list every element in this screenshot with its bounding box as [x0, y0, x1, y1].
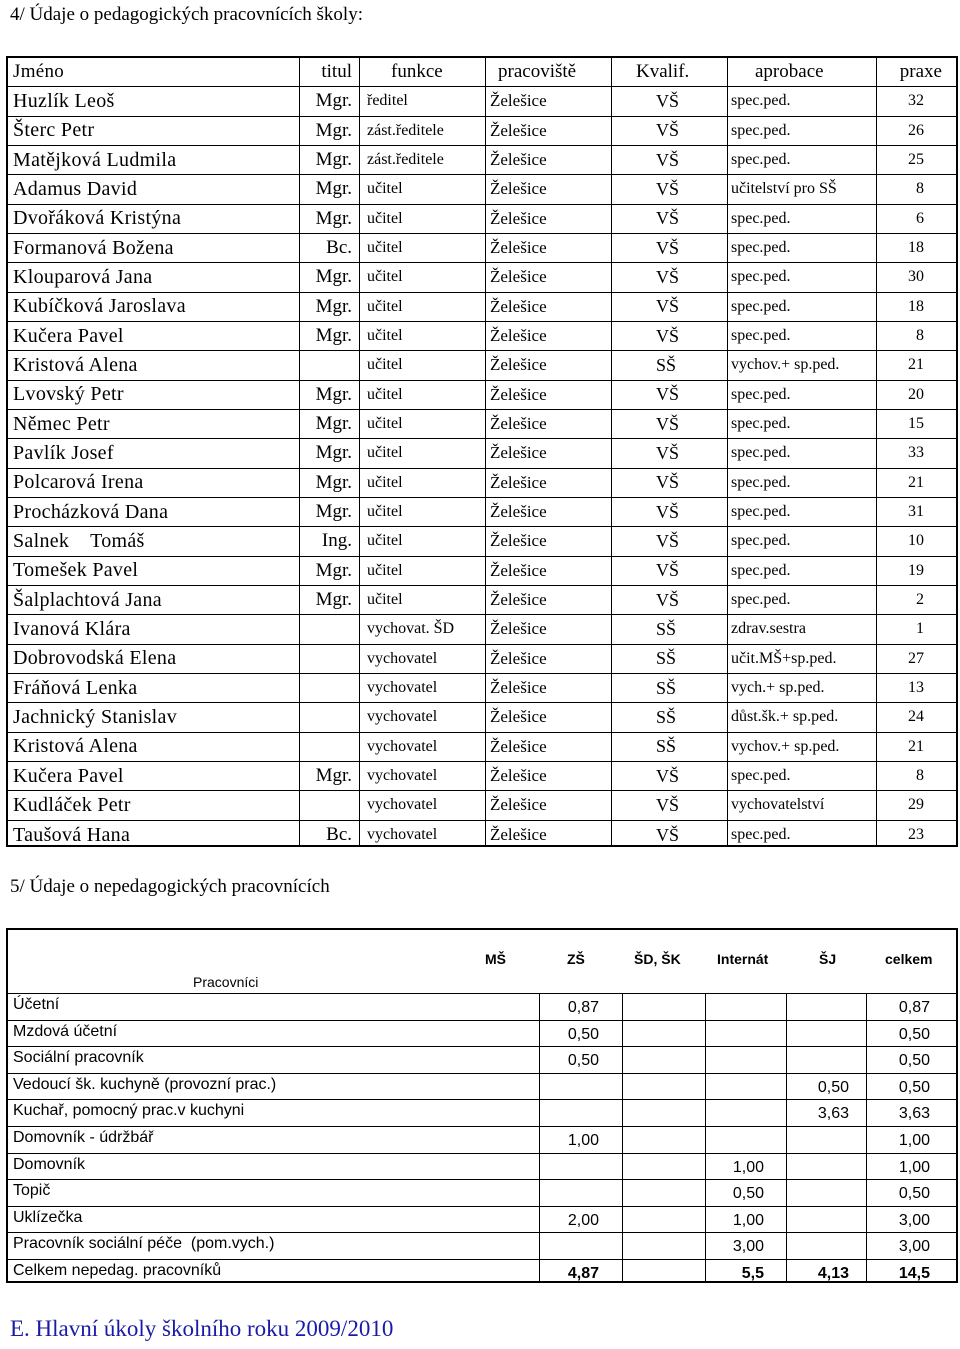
staff-cell-aprobace: spec.ped.	[731, 151, 791, 169]
staff-cell-kvalif: VŠ	[656, 442, 680, 463]
staff-cell-name: Klouparová Jana	[13, 265, 153, 288]
staff-cell-titul: Bc.	[326, 237, 352, 259]
header-kvalif: Kvalif.	[636, 61, 690, 83]
nonped-row	[8, 1233, 956, 1260]
nonped-cell-zs: 0,87	[567, 999, 599, 1016]
nonped-cell-celkem: 0,50	[898, 1052, 930, 1070]
staff-cell-titul: Mgr.	[315, 266, 352, 288]
staff-cell-praxe: 2	[916, 591, 924, 609]
nonped-cell-zs: 0,50	[567, 1052, 599, 1070]
staff-cell-aprobace: spec.ped.	[731, 767, 791, 785]
staff-cell-name: Šterc Petr	[13, 119, 95, 142]
staff-cell-praxe: 8	[916, 327, 924, 345]
staff-row	[8, 674, 956, 703]
staff-row	[8, 322, 956, 351]
nonped-cell-celkem: 0,50	[898, 1078, 930, 1096]
header-sj: ŠJ	[819, 951, 837, 967]
staff-row	[8, 762, 956, 791]
staff-cell-pracoviste: Želešice	[490, 208, 547, 228]
staff-cell-funkce: vychovatel	[367, 796, 438, 814]
staff-cell-pracoviste: Želešice	[490, 825, 547, 845]
staff-cell-praxe: 8	[916, 180, 924, 198]
nonped-cell-zs: 2,00	[567, 1211, 599, 1229]
nonped-cell-internat: 1,00	[732, 1211, 764, 1229]
nonped-row	[8, 1207, 956, 1234]
staff-cell-praxe: 19	[908, 561, 924, 579]
staff-cell-funkce: ředitel	[367, 92, 408, 110]
staff-cell-kvalif: SŠ	[656, 648, 677, 669]
staff-cell-funkce: učitel	[367, 444, 403, 462]
nonped-label: Účetní	[13, 996, 60, 1013]
nonped-cell-sj: 0,50	[817, 1078, 849, 1096]
nonped-cell-celkem: 1,00	[898, 1158, 930, 1176]
nonped-row	[8, 1127, 956, 1154]
staff-cell-aprobace: spec.ped.	[731, 532, 791, 550]
staff-cell-aprobace: vychov.+ sp.ped.	[731, 737, 840, 755]
staff-cell-aprobace: zdrav.sestra	[731, 620, 806, 638]
staff-cell-kvalif: VŠ	[656, 589, 680, 610]
staff-cell-aprobace: spec.ped.	[731, 121, 791, 139]
staff-cell-funkce: učitel	[367, 180, 403, 198]
staff-cell-aprobace: spec.ped.	[731, 826, 791, 844]
staff-cell-titul: Mgr.	[315, 149, 352, 171]
staff-cell-funkce: vychovatel	[367, 767, 438, 785]
header-titul: titul	[321, 61, 352, 83]
staff-cell-kvalif: SŠ	[656, 618, 677, 639]
staff-cell-funkce: učitel	[367, 415, 403, 433]
staff-cell-name: Kudláček Petr	[13, 793, 131, 816]
staff-cell-funkce: zást.ředitele	[367, 121, 444, 139]
staff-cell-titul: Mgr.	[315, 383, 352, 405]
staff-cell-pracoviste: Želešice	[490, 443, 547, 463]
staff-cell-kvalif: VŠ	[656, 765, 680, 786]
nonped-cell-celkem: 0,50	[898, 1025, 930, 1043]
staff-cell-praxe: 21	[908, 356, 924, 374]
staff-cell-praxe: 13	[908, 679, 924, 697]
staff-cell-titul: Mgr.	[315, 765, 352, 787]
staff-cell-aprobace: spec.ped.	[731, 591, 791, 609]
staff-cell-pracoviste: Želešice	[490, 120, 547, 140]
staff-cell-aprobace: učit.MŠ+sp.ped.	[731, 649, 837, 667]
header-zs: ZŠ	[567, 951, 585, 967]
staff-cell-kvalif: VŠ	[656, 325, 680, 346]
staff-cell-titul: Mgr.	[315, 325, 352, 347]
staff-cell-kvalif: VŠ	[656, 208, 680, 229]
staff-cell-kvalif: VŠ	[656, 530, 680, 551]
staff-cell-pracoviste: Želešice	[490, 736, 547, 756]
pedagogical-staff-table	[6, 56, 958, 847]
nonped-cell-internat: 5,5	[741, 1265, 764, 1282]
staff-row	[8, 645, 956, 674]
staff-cell-name: Lvovský Petr	[13, 383, 124, 406]
staff-cell-name: Matějková Ludmila	[13, 148, 177, 171]
staff-row	[8, 146, 956, 175]
staff-row	[8, 351, 956, 380]
staff-cell-pracoviste: Želešice	[490, 502, 547, 522]
nonped-cell-internat: 1,00	[732, 1158, 764, 1176]
staff-cell-name: Polcarová Irena	[13, 471, 144, 494]
section-4-title: 4/ Údaje o pedagogických pracovnících školy:	[10, 4, 363, 25]
nonped-row	[8, 1021, 956, 1048]
staff-cell-kvalif: VŠ	[656, 413, 680, 434]
staff-row	[8, 234, 956, 263]
staff-cell-kvalif: VŠ	[656, 90, 680, 111]
nonped-label: Domovník	[13, 1155, 86, 1173]
staff-cell-kvalif: VŠ	[656, 794, 680, 815]
nonped-label: Pracovník sociální péče (pom.vych.)	[13, 1235, 275, 1253]
staff-cell-aprobace: spec.ped.	[731, 473, 791, 491]
staff-cell-name: Fráňová Lenka	[13, 676, 138, 699]
staff-cell-praxe: 26	[908, 121, 924, 139]
nonped-row	[8, 994, 956, 1021]
staff-cell-praxe: 15	[908, 415, 924, 433]
staff-cell-funkce: vychovatel	[367, 737, 438, 755]
staff-row	[8, 381, 956, 410]
staff-cell-funkce: zást.ředitele	[367, 151, 444, 169]
staff-cell-aprobace: spec.ped.	[731, 327, 791, 345]
staff-cell-praxe: 20	[908, 385, 924, 403]
staff-row	[8, 117, 956, 146]
staff-cell-titul: Mgr.	[315, 559, 352, 581]
staff-cell-name: Procházková Dana	[13, 500, 169, 523]
nonped-cell-internat: 3,00	[732, 1238, 764, 1256]
staff-header-row	[8, 58, 956, 87]
staff-cell-kvalif: SŠ	[656, 677, 677, 698]
nonped-row	[8, 1154, 956, 1181]
staff-cell-titul: Mgr.	[315, 207, 352, 229]
staff-cell-pracoviste: Želešice	[490, 326, 547, 346]
staff-cell-name: Salnek Tomáš	[13, 529, 145, 552]
staff-cell-funkce: vychovatel	[367, 649, 438, 667]
staff-cell-aprobace: spec.ped.	[731, 561, 791, 579]
staff-cell-aprobace: spec.ped.	[731, 268, 791, 286]
staff-cell-pracoviste: Želešice	[490, 238, 547, 258]
staff-cell-pracoviste: Želešice	[490, 766, 547, 786]
staff-cell-funkce: učitel	[367, 591, 403, 609]
staff-cell-pracoviste: Želešice	[490, 648, 547, 668]
staff-cell-name: Němec Petr	[13, 412, 110, 435]
staff-cell-kvalif: VŠ	[656, 472, 680, 493]
staff-cell-funkce: učitel	[367, 473, 403, 491]
staff-cell-kvalif: VŠ	[656, 266, 680, 287]
staff-cell-praxe: 6	[916, 209, 924, 227]
staff-cell-aprobace: spec.ped.	[731, 297, 791, 315]
staff-cell-praxe: 29	[908, 796, 924, 814]
staff-cell-kvalif: VŠ	[656, 384, 680, 405]
staff-cell-praxe: 8	[916, 767, 924, 785]
staff-cell-name: Formanová Božena	[13, 236, 174, 259]
section-5-title: 5/ Údaje o nepedagogických pracovnících	[10, 876, 330, 897]
staff-cell-titul: Mgr.	[315, 90, 352, 112]
nonped-cell-zs: 0,50	[567, 1025, 599, 1043]
staff-cell-name: Kučera Pavel	[13, 324, 124, 347]
nonped-cell-celkem: 14,5	[898, 1265, 930, 1282]
staff-cell-praxe: 25	[908, 151, 924, 169]
staff-cell-praxe: 21	[908, 737, 924, 755]
staff-cell-pracoviste: Želešice	[490, 472, 547, 492]
staff-cell-pracoviste: Želešice	[490, 590, 547, 610]
staff-cell-praxe: 1	[916, 620, 924, 638]
staff-cell-praxe: 32	[908, 92, 924, 110]
staff-cell-titul: Ing.	[321, 530, 352, 552]
staff-cell-kvalif: VŠ	[656, 237, 680, 258]
staff-cell-name: Kubíčková Jaroslava	[13, 295, 186, 318]
nonped-cell-zs: 1,00	[567, 1132, 599, 1149]
staff-cell-titul: Mgr.	[315, 178, 352, 200]
staff-cell-name: Dobrovodská Elena	[13, 647, 177, 670]
staff-cell-titul: Mgr.	[315, 442, 352, 464]
header-internat: Internát	[717, 951, 769, 967]
staff-cell-praxe: 33	[908, 444, 924, 462]
staff-cell-aprobace: učitelství pro SŠ	[731, 180, 837, 198]
staff-cell-pracoviste: Želešice	[490, 531, 547, 551]
staff-cell-funkce: vychovat. ŠD	[367, 620, 455, 638]
nonped-label: Vedoucí šk. kuchyně (provozní prac.)	[13, 1075, 277, 1093]
staff-cell-name: Ivanová Klára	[13, 617, 131, 640]
staff-cell-funkce: učitel	[367, 239, 403, 257]
nonped-row	[8, 1100, 956, 1127]
staff-cell-pracoviste: Želešice	[490, 91, 547, 111]
staff-cell-kvalif: VŠ	[656, 149, 680, 170]
staff-row	[8, 615, 956, 644]
staff-cell-name: Dvořáková Kristýna	[13, 207, 182, 230]
staff-row	[8, 703, 956, 732]
header-pracoviste: pracoviště	[498, 61, 577, 83]
staff-row	[8, 557, 956, 586]
header-aprobace: aprobace	[755, 61, 824, 83]
staff-row	[8, 410, 956, 439]
staff-cell-name: Huzlík Leoš	[13, 89, 115, 112]
staff-cell-funkce: učitel	[367, 503, 403, 521]
staff-row	[8, 791, 956, 820]
staff-cell-funkce: učitel	[367, 532, 403, 550]
header-name: Jméno	[13, 61, 65, 83]
staff-cell-name: Tomešek Pavel	[13, 559, 139, 582]
staff-cell-funkce: učitel	[367, 385, 403, 403]
header-ms: MŠ	[485, 951, 506, 967]
staff-cell-titul: Mgr.	[315, 501, 352, 523]
staff-cell-pracoviste: Želešice	[490, 179, 547, 199]
staff-cell-name: Kristová Alena	[13, 353, 138, 376]
nonped-cell-sj: 3,63	[817, 1105, 849, 1123]
non-pedagogical-staff-table	[6, 928, 958, 1283]
nonped-row	[8, 1047, 956, 1074]
nonped-label: Kuchař, pomocný prac.v kuchyni	[13, 1102, 245, 1120]
staff-cell-aprobace: spec.ped.	[731, 239, 791, 257]
nonped-cell-celkem: 3,63	[898, 1105, 930, 1123]
staff-cell-titul: Bc.	[326, 824, 352, 846]
staff-cell-pracoviste: Želešice	[490, 707, 547, 727]
staff-row	[8, 205, 956, 234]
staff-cell-kvalif: VŠ	[656, 296, 680, 317]
header-praxe: praxe	[899, 61, 942, 83]
staff-cell-aprobace: spec.ped.	[731, 503, 791, 521]
staff-cell-praxe: 24	[908, 708, 924, 726]
staff-cell-aprobace: vych.+ sp.ped.	[731, 679, 825, 697]
staff-cell-pracoviste: Želešice	[490, 560, 547, 580]
staff-cell-name: Taušová Hana	[13, 823, 131, 846]
staff-row	[8, 263, 956, 292]
staff-cell-funkce: učitel	[367, 268, 403, 286]
staff-row	[8, 733, 956, 762]
staff-cell-pracoviste: Želešice	[490, 267, 547, 287]
nonped-label: Topič	[13, 1182, 51, 1200]
staff-cell-funkce: učitel	[367, 356, 403, 374]
nonped-cell-celkem: 3,00	[898, 1211, 930, 1229]
staff-cell-name: Kristová Alena	[13, 735, 138, 758]
staff-cell-praxe: 21	[908, 473, 924, 491]
staff-cell-name: Kučera Pavel	[13, 764, 124, 787]
staff-row	[8, 439, 956, 468]
nonped-cell-zs: 4,87	[567, 1265, 599, 1282]
staff-row	[8, 469, 956, 498]
staff-cell-kvalif: VŠ	[656, 824, 680, 845]
staff-cell-aprobace: důst.šk.+ sp.ped.	[731, 708, 839, 726]
staff-cell-funkce: vychovatel	[367, 826, 438, 844]
staff-cell-kvalif: SŠ	[656, 354, 677, 375]
staff-cell-praxe: 18	[908, 297, 924, 315]
staff-cell-pracoviste: Želešice	[490, 296, 547, 316]
staff-cell-funkce: učitel	[367, 561, 403, 579]
nonped-label: Celkem nepedag. pracovníků	[13, 1262, 222, 1279]
staff-cell-kvalif: VŠ	[656, 501, 680, 522]
staff-cell-pracoviste: Želešice	[490, 678, 547, 698]
staff-row	[8, 586, 956, 615]
nonped-label: Uklízečka	[13, 1208, 83, 1226]
staff-cell-pracoviste: Želešice	[490, 795, 547, 815]
staff-cell-kvalif: VŠ	[656, 120, 680, 141]
staff-cell-pracoviste: Želešice	[490, 150, 547, 170]
nonped-label: Domovník - údržbář	[13, 1129, 154, 1146]
staff-row	[8, 821, 956, 850]
staff-cell-pracoviste: Želešice	[490, 355, 547, 375]
staff-cell-name: Jachnický Stanislav	[13, 705, 178, 728]
nonped-cell-celkem: 1,00	[898, 1132, 930, 1149]
staff-cell-aprobace: spec.ped.	[731, 415, 791, 433]
staff-cell-aprobace: spec.ped.	[731, 385, 791, 403]
staff-row	[8, 527, 956, 556]
staff-cell-funkce: učitel	[367, 327, 403, 345]
staff-cell-titul: Mgr.	[315, 413, 352, 435]
staff-cell-titul: Mgr.	[315, 119, 352, 141]
nonped-row	[8, 1074, 956, 1101]
staff-cell-praxe: 31	[908, 503, 924, 521]
staff-cell-name: Šalplachtová Jana	[13, 588, 162, 611]
nonped-cell-celkem: 0,50	[898, 1185, 930, 1203]
staff-cell-titul: Mgr.	[315, 471, 352, 493]
nonped-cell-celkem: 3,00	[898, 1238, 930, 1256]
staff-cell-kvalif: VŠ	[656, 560, 680, 581]
staff-cell-aprobace: spec.ped.	[731, 444, 791, 462]
section-e-title: E. Hlavní úkoly školního roku 2009/2010	[10, 1316, 394, 1341]
staff-cell-titul: Mgr.	[315, 589, 352, 611]
nonped-cell-internat: 0,50	[732, 1185, 764, 1203]
header-funkce: funkce	[391, 61, 443, 83]
staff-cell-name: Adamus David	[13, 177, 138, 200]
staff-cell-praxe: 10	[908, 532, 924, 550]
nonped-cell-sj: 4,13	[817, 1265, 849, 1282]
staff-cell-titul: Mgr.	[315, 295, 352, 317]
staff-cell-aprobace: spec.ped.	[731, 209, 791, 227]
nonped-label: Sociální pracovník	[13, 1049, 144, 1067]
nonped-header-row	[8, 930, 956, 994]
header-pracovnici: Pracovníci	[193, 974, 259, 990]
header-celkem: celkem	[885, 951, 933, 967]
nonped-cell-celkem: 0,87	[898, 999, 930, 1016]
staff-cell-funkce: vychovatel	[367, 679, 438, 697]
staff-cell-aprobace: vychov.+ sp.ped.	[731, 356, 840, 374]
staff-cell-pracoviste: Želešice	[490, 619, 547, 639]
nonped-row	[8, 1260, 956, 1287]
staff-cell-praxe: 27	[908, 649, 924, 667]
staff-cell-funkce: učitel	[367, 297, 403, 315]
staff-cell-pracoviste: Želešice	[490, 384, 547, 404]
staff-row	[8, 498, 956, 527]
staff-cell-name: Pavlík Josef	[13, 441, 114, 464]
staff-cell-praxe: 30	[908, 268, 924, 286]
staff-cell-pracoviste: Želešice	[490, 414, 547, 434]
nonped-label: Mzdová účetní	[13, 1022, 118, 1040]
nonped-row	[8, 1180, 956, 1207]
staff-cell-praxe: 23	[908, 826, 924, 844]
staff-row	[8, 293, 956, 322]
staff-row	[8, 87, 956, 116]
header-sd-sk: ŠD, ŠK	[634, 951, 681, 967]
staff-cell-praxe: 18	[908, 239, 924, 257]
staff-cell-kvalif: SŠ	[656, 706, 677, 727]
staff-cell-kvalif: VŠ	[656, 178, 680, 199]
staff-cell-aprobace: vychovatelství	[731, 796, 825, 814]
staff-cell-funkce: vychovatel	[367, 708, 438, 726]
staff-cell-kvalif: SŠ	[656, 736, 677, 757]
staff-cell-aprobace: spec.ped.	[731, 92, 791, 110]
staff-cell-funkce: učitel	[367, 209, 403, 227]
staff-row	[8, 175, 956, 204]
